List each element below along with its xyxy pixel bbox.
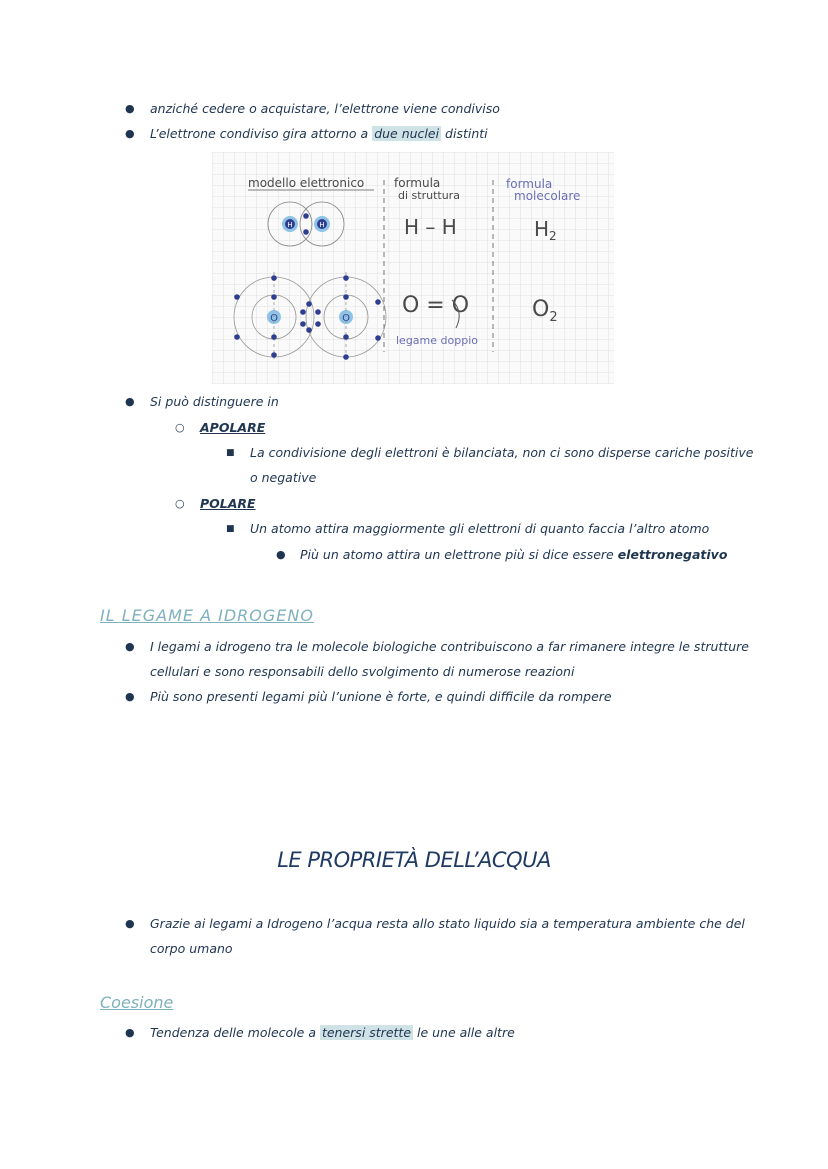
bullet-dot: ● [125, 690, 135, 703]
apolare-heading: APOLARE [200, 420, 266, 435]
text-segment: Tendenza delle molecole a [150, 1025, 320, 1040]
bullet-circle: ○ [175, 497, 185, 510]
bullet-dot: ● [125, 1026, 135, 1039]
bullet-square: ■ [226, 448, 235, 458]
text-segment: le une alle altre [413, 1025, 515, 1040]
atom-label: H [319, 221, 325, 229]
section-heading-hydrogen-bond: IL LEGAME A IDROGENO [100, 606, 314, 625]
h2-structural-formula: H – H [404, 215, 457, 239]
col-header-structure-2: di struttura [398, 189, 460, 202]
h2-molecular-formula: $H_2$ [534, 217, 557, 243]
bullet-dot: ● [125, 127, 135, 140]
col-header-molecular-2: molecolare [514, 189, 581, 203]
text-line [300, 547, 727, 563]
text-line: o negative [250, 470, 317, 485]
col-header-molecular-1: formula [506, 177, 553, 191]
text-line [150, 101, 500, 117]
text-line: I legami a idrogeno tra le molecole biologiche contribuiscono a far rimanere integre le strutture [150, 639, 749, 654]
bullet-dot: ● [125, 395, 135, 408]
text-line [150, 1025, 515, 1041]
page-title: LE PROPRIETÀ DELL’ACQUA [277, 848, 551, 872]
text-segment: distinti [441, 126, 488, 141]
atom-label: O [270, 313, 278, 324]
o2-molecular-formula: $O_2$ [532, 297, 558, 325]
polare-heading: POLARE [200, 496, 256, 511]
highlighted-text: tenersi strette [321, 1025, 412, 1040]
col-header-structure-1: formula [394, 176, 441, 190]
bullet-dot: ● [125, 917, 135, 930]
col-header-model: modello elettronico [248, 176, 365, 190]
section-heading-cohesion: Coesione [100, 993, 174, 1012]
bold-term: elettronegativo [617, 547, 728, 562]
text-segment: Più un atomo attira un elettrone più si dice essere [300, 547, 618, 562]
handwritten-diagram [212, 152, 614, 384]
double-bond-label: legame doppio [396, 334, 478, 347]
bullet-square: ■ [226, 524, 235, 534]
atom-label: O [342, 313, 350, 324]
o2-structural-formula: O = O [402, 293, 470, 318]
text-line: Si può distinguere in [150, 394, 279, 409]
bullet-dot: ● [125, 640, 135, 653]
bullet-dot: ● [276, 548, 286, 561]
text-line: Un atomo attira maggiormente gli elettroni di quanto faccia l’altro atomo [250, 521, 710, 536]
bullet-circle: ○ [175, 421, 185, 434]
text-segment: L’elettrone condiviso gira attorno a [150, 126, 373, 141]
text-segment: anziché cedere o acquistare, l’elettrone viene condiviso [150, 101, 500, 116]
text-line: cellulari e sono responsabili dello svolgimento di numerose reazioni [150, 664, 575, 679]
atom-label: H [287, 221, 293, 229]
text-line [150, 126, 488, 142]
text-line: La condivisione degli elettroni è bilanciata, non ci sono disperse cariche positive [250, 445, 754, 460]
text-line: Più sono presenti legami più l’unione è forte, e quindi difficile da rompere [150, 689, 612, 704]
bullet-dot: ● [125, 102, 135, 115]
highlighted-text: due nuclei [374, 126, 440, 141]
text-line: corpo umano [150, 941, 233, 956]
text-line: Grazie ai legami a Idrogeno l’acqua resta allo stato liquido sia a temperatura ambiente che del [150, 916, 745, 931]
